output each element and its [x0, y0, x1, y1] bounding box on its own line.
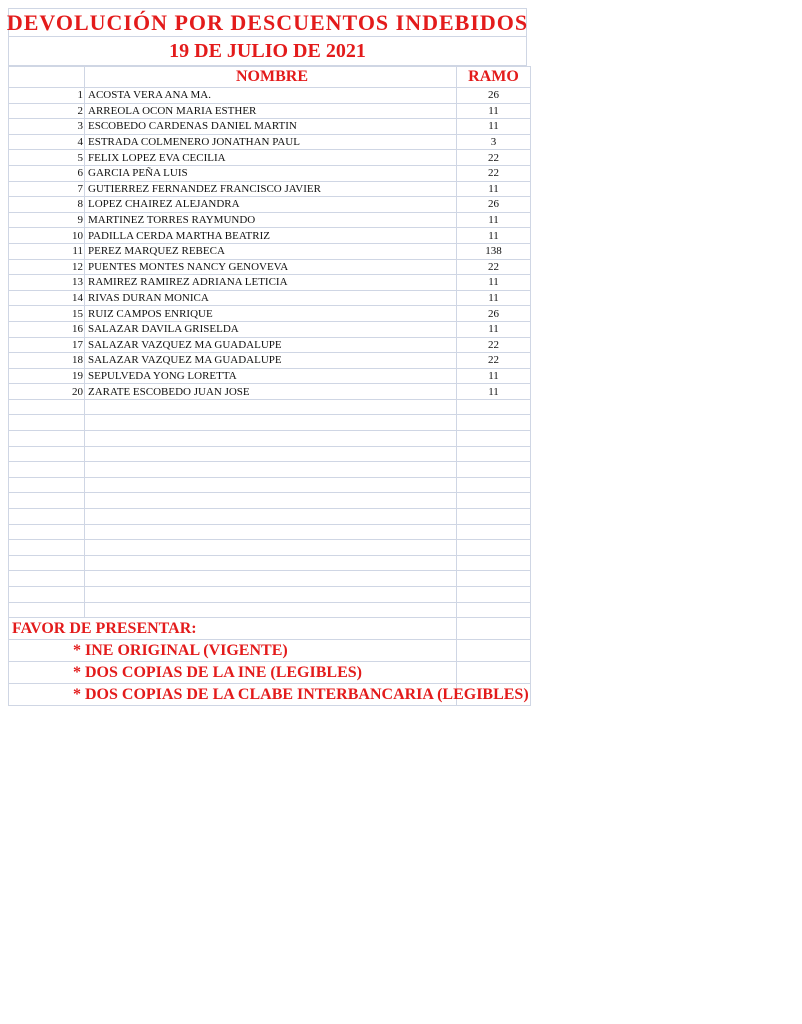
row-number: 7: [9, 181, 85, 197]
row-ramo: 11: [457, 181, 531, 197]
empty-cell: [85, 587, 457, 603]
table-row: [9, 321, 531, 337]
requirements-heading: FAVOR DE PRESENTAR:: [9, 618, 457, 640]
table-row: [9, 259, 531, 275]
empty-row: [9, 431, 531, 447]
row-ramo: 22: [457, 353, 531, 369]
requirement-row: [9, 684, 531, 706]
empty-cell: [9, 446, 85, 462]
empty-cell: [85, 524, 457, 540]
empty-cell: [85, 415, 457, 431]
empty-cell: [9, 509, 85, 525]
row-number: 10: [9, 228, 85, 244]
empty-cell: [9, 399, 85, 415]
row-number: 20: [9, 384, 85, 400]
table-row: [9, 384, 531, 400]
empty-cell: [457, 587, 531, 603]
row-name: RIVAS DURAN MONICA: [85, 290, 457, 306]
row-name: PEREZ MARQUEZ REBECA: [85, 243, 457, 259]
row-ramo: 3: [457, 134, 531, 150]
table-row: [9, 134, 531, 150]
empty-cell: [457, 446, 531, 462]
empty-row: [9, 415, 531, 431]
row-name: GARCIA PEÑA LUIS: [85, 165, 457, 181]
requirements-heading-row: [9, 618, 531, 640]
row-ramo: 11: [457, 103, 531, 119]
row-number: 18: [9, 353, 85, 369]
table-row: [9, 103, 531, 119]
row-ramo: 22: [457, 150, 531, 166]
row-name: FELIX LOPEZ EVA CECILIA: [85, 150, 457, 166]
empty-cell: [9, 571, 85, 587]
empty-cell: [9, 602, 85, 618]
empty-cell: [85, 540, 457, 556]
table-row: [9, 119, 531, 135]
requirement-item: * DOS COPIAS DE LA CLABE INTERBANCARIA (LEGIBLES): [9, 684, 457, 706]
empty-cell: [457, 493, 531, 509]
row-name: SALAZAR VAZQUEZ MA GUADALUPE: [85, 337, 457, 353]
row-number: 6: [9, 165, 85, 181]
row-number: 15: [9, 306, 85, 322]
row-number: 8: [9, 197, 85, 213]
table-row: [9, 88, 531, 104]
row-ramo: 26: [457, 306, 531, 322]
empty-cell: [457, 431, 531, 447]
table-row: [9, 290, 531, 306]
spreadsheet: [8, 8, 527, 706]
empty-cell: [85, 477, 457, 493]
empty-cell: [457, 477, 531, 493]
empty-cell: [9, 493, 85, 509]
page-title: DEVOLUCIÓN POR DESCUENTOS INDEBIDOS: [6, 9, 529, 35]
empty-cell: [9, 415, 85, 431]
row-ramo: 22: [457, 337, 531, 353]
empty-cell: [9, 431, 85, 447]
requirement-row: [9, 662, 531, 684]
row-ramo: 11: [457, 368, 531, 384]
row-ramo: 22: [457, 259, 531, 275]
table-row: [9, 337, 531, 353]
row-number: 12: [9, 259, 85, 275]
row-ramo: 11: [457, 321, 531, 337]
table-row: [9, 275, 531, 291]
row-ramo: 26: [457, 88, 531, 104]
row-number: 11: [9, 243, 85, 259]
empty-cell: [85, 509, 457, 525]
empty-row: [9, 587, 531, 603]
table-row: [9, 228, 531, 244]
row-name: PUENTES MONTES NANCY GENOVEVA: [85, 259, 457, 275]
empty-row: [9, 602, 531, 618]
empty-cell: [9, 462, 85, 478]
row-number: 1: [9, 88, 85, 104]
empty-cell: [85, 462, 457, 478]
row-ramo: 26: [457, 197, 531, 213]
table-row: [9, 306, 531, 322]
empty-cell: [85, 399, 457, 415]
empty-cell: [457, 509, 531, 525]
empty-cell: [457, 618, 531, 640]
row-number: 3: [9, 119, 85, 135]
row-number: 19: [9, 368, 85, 384]
empty-cell: [457, 602, 531, 618]
empty-cell: [9, 540, 85, 556]
table-header-row: [9, 67, 531, 88]
row-name: RAMIREZ RAMIREZ ADRIANA LETICIA: [85, 275, 457, 291]
row-ramo: 11: [457, 228, 531, 244]
empty-cell: [85, 431, 457, 447]
row-ramo: 11: [457, 119, 531, 135]
table-row: [9, 243, 531, 259]
empty-cell: [457, 540, 531, 556]
table-row: [9, 353, 531, 369]
header-num-cell: [9, 67, 85, 88]
empty-cell: [457, 640, 531, 662]
row-name: RUIZ CAMPOS ENRIQUE: [85, 306, 457, 322]
empty-cell: [457, 571, 531, 587]
table-row: [9, 197, 531, 213]
empty-cell: [457, 524, 531, 540]
empty-row: [9, 524, 531, 540]
row-number: 5: [9, 150, 85, 166]
empty-cell: [457, 399, 531, 415]
empty-cell: [457, 555, 531, 571]
empty-row: [9, 571, 531, 587]
empty-row: [9, 446, 531, 462]
row-name: ESCOBEDO CARDENAS DANIEL MARTIN: [85, 119, 457, 135]
row-name: LOPEZ CHAIREZ ALEJANDRA: [85, 197, 457, 213]
row-name: SALAZAR VAZQUEZ MA GUADALUPE: [85, 353, 457, 369]
row-name: ARREOLA OCON MARIA ESTHER: [85, 103, 457, 119]
header-name: NOMBRE: [85, 67, 457, 88]
row-number: 17: [9, 337, 85, 353]
row-ramo: 138: [457, 243, 531, 259]
empty-row: [9, 540, 531, 556]
empty-cell: [85, 493, 457, 509]
empty-cell: [85, 602, 457, 618]
empty-cell: [457, 462, 531, 478]
table-row: [9, 150, 531, 166]
row-name: ZARATE ESCOBEDO JUAN JOSE: [85, 384, 457, 400]
header-ramo: RAMO: [457, 67, 531, 88]
row-name: ACOSTA VERA ANA MA.: [85, 88, 457, 104]
row-ramo: 11: [457, 275, 531, 291]
row-ramo: 22: [457, 165, 531, 181]
empty-row: [9, 555, 531, 571]
refund-table: [8, 66, 531, 706]
table-row: [9, 212, 531, 228]
empty-row: [9, 477, 531, 493]
row-ramo: 11: [457, 384, 531, 400]
empty-row: [9, 509, 531, 525]
empty-cell: [9, 524, 85, 540]
requirement-row: [9, 640, 531, 662]
row-ramo: 11: [457, 290, 531, 306]
empty-cell: [9, 555, 85, 571]
row-name: GUTIERREZ FERNANDEZ FRANCISCO JAVIER: [85, 181, 457, 197]
empty-cell: [457, 662, 531, 684]
empty-cell: [85, 446, 457, 462]
row-name: ESTRADA COLMENERO JONATHAN PAUL: [85, 134, 457, 150]
table-row: [9, 181, 531, 197]
empty-cell: [9, 587, 85, 603]
empty-row: [9, 462, 531, 478]
requirement-item: * INE ORIGINAL (VIGENTE): [9, 640, 457, 662]
row-name: PADILLA CERDA MARTHA BEATRIZ: [85, 228, 457, 244]
row-number: 9: [9, 212, 85, 228]
empty-cell: [85, 555, 457, 571]
row-name: SALAZAR DAVILA GRISELDA: [85, 321, 457, 337]
table-row: [9, 368, 531, 384]
empty-row: [9, 399, 531, 415]
date-subtitle: 19 DE JULIO DE 2021: [8, 36, 527, 66]
table-row: [9, 165, 531, 181]
empty-cell: [9, 477, 85, 493]
row-name: SEPULVEDA YONG LORETTA: [85, 368, 457, 384]
row-number: 16: [9, 321, 85, 337]
row-number: 4: [9, 134, 85, 150]
requirement-item: * DOS COPIAS DE LA INE (LEGIBLES): [9, 662, 457, 684]
empty-cell: [457, 415, 531, 431]
row-name: MARTINEZ TORRES RAYMUNDO: [85, 212, 457, 228]
row-ramo: 11: [457, 212, 531, 228]
empty-row: [9, 493, 531, 509]
row-number: 14: [9, 290, 85, 306]
empty-cell: [85, 571, 457, 587]
row-number: 13: [9, 275, 85, 291]
row-number: 2: [9, 103, 85, 119]
